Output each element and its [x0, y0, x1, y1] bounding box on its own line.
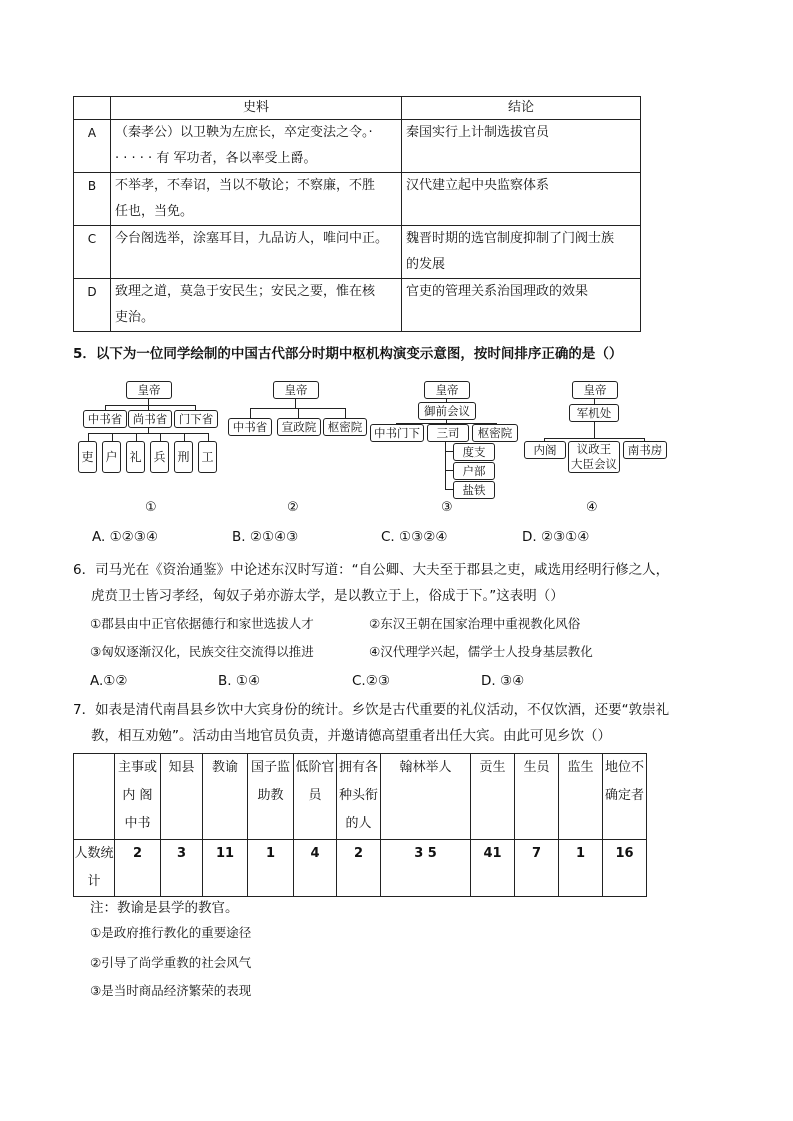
- source-cell: [111, 279, 402, 332]
- table-header-cell: 监生: [559, 754, 603, 840]
- ministry-box: 户: [102, 441, 121, 473]
- source-line: 任也，当免。: [115, 204, 194, 219]
- table-header-row: [74, 97, 641, 120]
- sansi-box: 三司: [427, 424, 469, 442]
- junjichu-box: 军机处: [569, 404, 619, 422]
- table-cell: 11: [203, 840, 248, 897]
- neige-box: 内阁: [524, 441, 566, 459]
- table-cell: 41: [471, 840, 515, 897]
- question-7-stem: [73, 697, 669, 749]
- zhongshu-box: 中书省: [83, 410, 127, 428]
- history-source-table: [73, 96, 641, 332]
- row-key: C: [74, 226, 111, 279]
- stem-line: 6．司马光在《资治通鉴》中论述东汉时写道：“自公卿、大夫至于郡县之吏，咸选用经明行修之人，: [73, 562, 670, 578]
- source-line: 吏治。: [115, 310, 155, 325]
- row-key: D: [74, 279, 111, 332]
- table-note: 注：教谕是县学的教官。: [90, 900, 239, 916]
- source-cell: [111, 173, 402, 226]
- ministry-box: 工: [198, 441, 217, 473]
- table-header-cell: 翰林举人: [381, 754, 471, 840]
- table-header-cell: 拥有各 种头衔 的人: [337, 754, 381, 840]
- conclusion-line: 汉代建立起中央监察体系: [406, 178, 550, 193]
- source-line: · · · · · 有 军功者，各以率受上爵。: [115, 151, 317, 166]
- duzhi-box: 度支: [453, 443, 495, 461]
- table-cell: 1: [248, 840, 294, 897]
- emperor-box: 皇帝: [126, 381, 172, 399]
- table-header-row: [74, 754, 647, 840]
- table-row: [74, 226, 641, 279]
- conclusion-line: 的发展: [406, 257, 446, 272]
- zhongshu-box: 中书省: [228, 418, 272, 436]
- source-cell: [111, 226, 402, 279]
- shangshu-box: 尚书省: [128, 410, 172, 428]
- stem-line: 虎贲卫士皆习孝经，匈奴子弟亦游太学，是以教立于上，俗成于下。”这表明（）: [91, 588, 564, 604]
- q6-item-2: ②东汉王朝在国家治理中重视教化风俗: [369, 616, 581, 631]
- option-c[interactable]: C. ①③②④: [381, 529, 448, 545]
- conclusion-cell: [402, 279, 641, 332]
- source-line: 不举孝，不奉诏，当以不敬论；不察廉，不胜: [115, 178, 376, 193]
- table-cell: 2: [115, 840, 161, 897]
- table-header-cell: 国子监 助教: [248, 754, 294, 840]
- conclusion-line: 秦国实行上计制选拔官员: [406, 125, 550, 140]
- yizhengwang-box: 议政王 大臣会议: [568, 441, 620, 473]
- table-cell: 3 5: [381, 840, 471, 897]
- q6-item-3: ③匈奴逐渐汉化，民族交往交流得以推进: [90, 644, 314, 659]
- option-b[interactable]: B. ②①④③: [232, 529, 299, 545]
- table-row: [74, 120, 641, 173]
- conclusion-cell: [402, 226, 641, 279]
- ministry-box: 兵: [150, 441, 169, 473]
- emperor-box: 皇帝: [424, 381, 470, 399]
- shumi-box: 枢密院: [323, 418, 367, 436]
- q6-item-4: ④汉代理学兴起，儒学士人投身基层教化: [369, 644, 593, 659]
- ministry-box: 刑: [174, 441, 193, 473]
- source-line: 今台阁选举，涂塞耳目，九品访人，唯问中正。: [115, 231, 389, 246]
- emperor-box: 皇帝: [572, 381, 618, 399]
- row-key: B: [74, 173, 111, 226]
- table-row: [74, 279, 641, 332]
- option-d[interactable]: D. ③④: [481, 673, 525, 689]
- source-line: 致理之道，莫急于安民生；安民之要，惟在核: [115, 284, 376, 299]
- option-a[interactable]: A.①②: [90, 673, 128, 689]
- table-header-cell: 教谕: [203, 754, 248, 840]
- emperor-box: 皇帝: [273, 381, 319, 399]
- table-cell: 3: [161, 840, 203, 897]
- q7-item-1: ①是政府推行教化的重要途径: [90, 925, 252, 940]
- diagram-label: ④: [586, 500, 598, 515]
- hubu-box: 户部: [453, 462, 495, 480]
- table-header-cell: 结论: [402, 97, 641, 120]
- conclusion-line: 魏晋时期的选官制度抑制了门阀士族: [406, 231, 615, 246]
- q7-item-3: ③是当时商品经济繁荣的表现: [90, 983, 252, 998]
- ministry-box: 吏: [78, 441, 97, 473]
- nanshufang-box: 南书房: [623, 441, 667, 459]
- row-key: A: [74, 120, 111, 173]
- table-row: [74, 840, 647, 897]
- stem-line: 7．如表是清代南昌县乡饮中大宾身份的统计。乡饮是古代重要的礼仪活动，不仅饮酒，还要“敦崇礼: [73, 702, 670, 718]
- q7-item-2: ②引导了尚学重教的社会风气: [90, 955, 252, 970]
- row-label: 人数统 计: [74, 840, 115, 897]
- table-cell: 1: [559, 840, 603, 897]
- table-header-cell: [74, 754, 115, 840]
- table-header-cell: 主事或 内 阁 中书: [115, 754, 161, 840]
- stem-line: 教，相互劝勉”。活动由当地官员负责，并邀请德高望重者出任大宾。由此可见乡饮（）: [91, 728, 611, 744]
- option-a[interactable]: A. ①②③④: [92, 529, 158, 545]
- q6-item-1: ①郡县由中正官依据德行和家世选拔人才: [90, 616, 314, 631]
- table-row: [74, 173, 641, 226]
- conclusion-cell: [402, 173, 641, 226]
- ministry-box: 礼: [126, 441, 145, 473]
- conclusion-cell: [402, 120, 641, 173]
- table-header-cell: 低阶官 员: [294, 754, 337, 840]
- source-line: （秦孝公）以卫鞅为左庶长，卒定变法之令。·: [115, 125, 373, 140]
- option-c[interactable]: C.②③: [352, 673, 390, 689]
- zhongshu-menxia-box: 中书门下: [370, 424, 424, 442]
- table-cell: 2: [337, 840, 381, 897]
- imperial-council-box: 御前会议: [418, 402, 476, 420]
- table-header-cell: 生员: [515, 754, 559, 840]
- table-header-cell: 史料: [111, 97, 402, 120]
- shumi-box: 枢密院: [472, 424, 518, 442]
- option-d[interactable]: D. ②③①④: [522, 529, 590, 545]
- menxia-box: 门下省: [174, 410, 218, 428]
- conclusion-line: 官吏的管理关系治国理政的效果: [406, 284, 589, 299]
- yantie-box: 盐铁: [453, 481, 495, 499]
- diagram-label: ②: [287, 500, 299, 515]
- table-cell: 7: [515, 840, 559, 897]
- table-header-cell: 贡生: [471, 754, 515, 840]
- source-cell: [111, 120, 402, 173]
- xuanzheng-box: 宣政院: [277, 418, 321, 436]
- diagram-label: ①: [145, 500, 157, 515]
- table-cell: 16: [603, 840, 647, 897]
- question-5-stem: 5．以下为一位同学绘制的中国古代部分时期中枢机构演变示意图，按时间排序正确的是（）: [73, 346, 623, 362]
- xiangyin-statistics-table: [73, 753, 647, 897]
- table-header-cell: 知县: [161, 754, 203, 840]
- question-6-stem: [73, 557, 669, 609]
- table-header-cell: 地位不 确定者: [603, 754, 647, 840]
- option-b[interactable]: B. ①④: [218, 673, 261, 689]
- diagram-label: ③: [441, 500, 453, 515]
- table-header-cell: [74, 97, 111, 120]
- table-cell: 4: [294, 840, 337, 897]
